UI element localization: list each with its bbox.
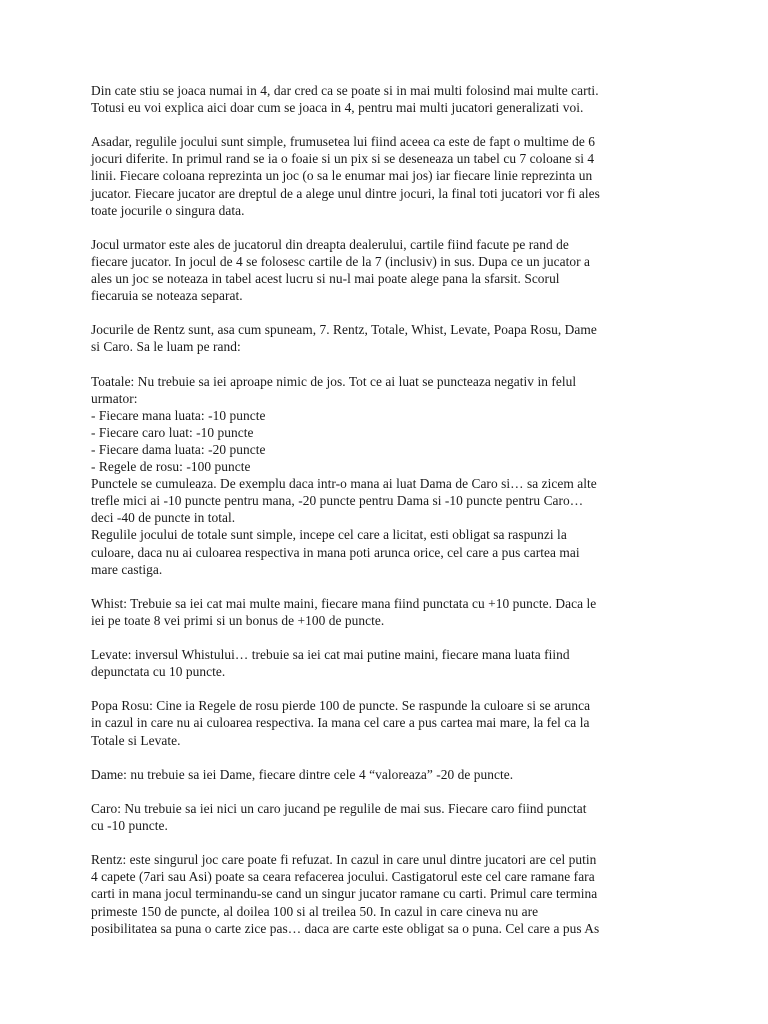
paragraph-caro: Caro: Nu trebuie sa iei nici un caro jucand pe regulile de mai sus. Fiecare caro fiind punctat cu -10 puncte. xyxy=(91,800,587,834)
paragraph-intro: Din cate stiu se joaca numai in 4, dar cred ca se poate si in mai multi folosind mai multe carti. Totusi eu voi explica aici doar cum se joaca in 4, pentru mai multi jucatori generalizati voi. xyxy=(91,83,599,116)
paragraph-totale: Toatale: Nu trebuie sa iei aproape nimic de jos. Tot ce ai luat se puncteaza negativ in felul urmator: - Fiecare mana luata: -10 puncte - Fiecare caro luat: -10 puncte - Fiecare dama luata: -20 puncte - Regele de rosu: -100 puncte Punctele se cumuleaza. De exemplu daca intr-o mana ai luat Dama de Caro si… sa zicem alte trefle mici ai -10 puncte pentru mana, -20 puncte pentru Dama si -10 puncte pentru Caro… deci -40 de puncte in total. Regulile jocului de totale sunt simple, incepe cel care a licitat, esti obligat sa raspunzi la culoare, daca nu ai culoarea respectiva in mana poti arunca orice, cel care a pus cartea mai mare castiga. xyxy=(91,373,597,577)
paragraph-levate: Levate: inversul Whistului… trebuie sa iei cat mai putine maini, fiecare mana luata fiind depunctata cu 10 puncte. xyxy=(91,647,570,680)
document-body xyxy=(91,82,681,937)
paragraph-popa-rosu: Popa Rosu: Cine ia Regele de rosu pierde 100 de puncte. Se raspunde la culoare si se arunca in cazul in care nu ai culoarea respectiva. Ia mana cel care a pus cartea mai mare, la fel ca la Totale si Levate. xyxy=(91,698,591,748)
paragraph-whist: Whist: Trebuie sa iei cat mai multe maini, fiecare mana fiind punctata cu +10 puncte. Daca le iei pe toate 8 vei primi si un bonus de +100 de puncte. xyxy=(91,595,597,628)
paragraph-rentz: Rentz: este singurul joc care poate fi refuzat. In cazul in care unul dintre jucatori are cel putin 4 capete (7ari sau Asi) poate sa ceara refacerea jocului. Castigatorul este cel care ramane fara carti in mana jocul terminandu-se cand un singur jucator ramane cu carti. Primul care termina primeste 150 de puncte, al doilea 100 si al treilea 50. In cazul in care cineva nu are posibilitatea sa puna o carte zice pas… daca are carte este obligat sa o puna. Cel care a pus As xyxy=(91,852,600,936)
paragraph-game-order: Jocul urmator este ales de jucatorul din dreapta dealerului, cartile fiind facute pe rand de fiecare jucator. In jocul de 4 se folosesc cartile de la 7 (inclusiv) in sus. Dupa ce un jucator a ales un joc se noteaza in tabel acest lucru si nu-l mai poate alege pana la sfarsit. Scorul fiecaruia se noteaza separat. xyxy=(91,236,591,304)
paragraph-dame: Dame: nu trebuie sa iei Dame, fiecare dintre cele 4 “valoreaza” -20 de puncte. xyxy=(91,766,514,782)
paragraph-rules-overview: Asadar, regulile jocului sunt simple, frumusetea lui fiind aceea ca este de fapt o multime de 6 jocuri diferite. In primul rand se ia o foaie si un pix si se deseneaza un tabel cu 7 coloane si 4 linii. Fiecare coloana reprezinta un joc (o sa le enumar mai jos) iar fiecare linie reprezinta un jucator. Fiecare jucator are dreptul de a alege unul dintre jocuri, la final toti jucatori vor fi ales toate jocurile o singura data. xyxy=(91,134,600,218)
paragraph-game-list: Jocurile de Rentz sunt, asa cum spuneam, 7. Rentz, Totale, Whist, Levate, Poapa Rosu, Dame si Caro. Sa le luam pe rand: xyxy=(91,322,597,355)
